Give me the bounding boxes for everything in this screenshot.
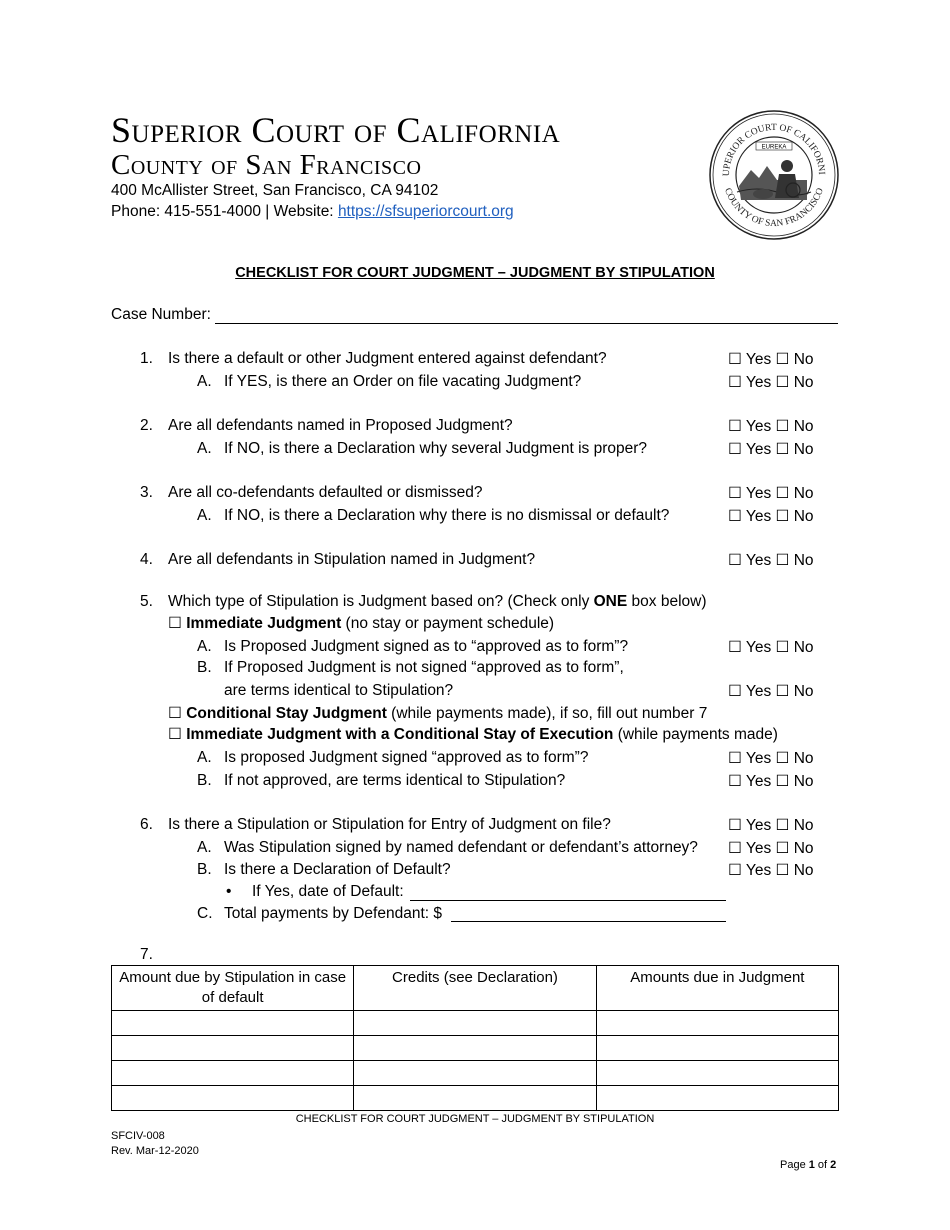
table-row <box>112 1086 839 1111</box>
page-number: Page 1 of 2 <box>780 1159 837 1171</box>
q5-option-immediate-with-stay[interactable]: ☐ Immediate Judgment with a Conditional Stay of Execution (while payments made) <box>168 726 778 743</box>
q4-text: Are all defendants in Stipulation named in Judgment? <box>168 551 536 568</box>
court-address: 400 McAllister Street, San Francisco, CA 94102 <box>111 182 439 199</box>
q6b-letter: B. <box>197 861 212 878</box>
table-cell[interactable] <box>354 1011 596 1036</box>
q5-text: Which type of Stipulation is Judgment based on? (Check only ONE box below) <box>168 593 707 610</box>
q2-yes-no-checkboxes[interactable]: ☐ Yes ☐ No <box>728 418 814 435</box>
q5-opt1a-yes-no-checkboxes[interactable]: ☐ Yes ☐ No <box>728 639 814 656</box>
table-header-row <box>112 966 839 1011</box>
county-name: County of San Francisco <box>111 149 422 181</box>
q5-opt3b-text: If not approved, are terms identical to Stipulation? <box>224 772 566 789</box>
q5-opt1a-letter: A. <box>197 638 212 655</box>
q3a-text: If NO, is there a Declaration why there is no dismissal or default? <box>224 507 670 524</box>
form-number <box>111 1129 199 1159</box>
q3-yes-no-checkboxes[interactable]: ☐ Yes ☐ No <box>728 485 814 502</box>
footer-title: CHECKLIST FOR COURT JUDGMENT – JUDGMENT BY STIPULATION <box>295 1113 655 1125</box>
q5-opt1a-text: Is Proposed Judgment signed as to “approved as to form”? <box>224 638 629 655</box>
q6c-letter: C. <box>197 905 213 922</box>
amounts-table <box>111 965 839 1111</box>
svg-text:SUPERIOR COURT OF CALIFORNIA: UPERIOR COURT OF CALIFORNI <box>721 122 827 177</box>
q7-number: 7. <box>140 946 153 963</box>
case-number-label: Case Number: <box>111 306 211 323</box>
svg-text:COUNTY OF SAN FRANCISCO: COUNTY OF SAN FRANCISCO <box>722 186 826 230</box>
q3a-letter: A. <box>197 507 212 524</box>
column-header: Amounts due in Judgment <box>596 966 838 1011</box>
q5-opt3a-letter: A. <box>197 749 212 766</box>
q3-number: 3. <box>140 484 153 501</box>
q1-yes-no-checkboxes[interactable]: ☐ Yes ☐ No <box>728 351 814 368</box>
q5-opt3b-yes-no-checkboxes[interactable]: ☐ Yes ☐ No <box>728 773 814 790</box>
table-cell[interactable] <box>596 1086 838 1111</box>
form-revision: Rev. Mar-12-2020 <box>111 1145 199 1157</box>
q2a-yes-no-checkboxes[interactable]: ☐ Yes ☐ No <box>728 441 814 458</box>
svg-text:EUREKA: EUREKA <box>761 144 787 151</box>
q6b-text: Is there a Declaration of Default? <box>224 861 451 878</box>
q5-opt3b-letter: B. <box>197 772 212 789</box>
table-cell[interactable] <box>354 1036 596 1061</box>
bullet-icon: • <box>226 883 232 900</box>
q3-text: Are all co-defendants defaulted or dismissed? <box>168 484 483 501</box>
q5-option-conditional-stay[interactable]: ☐ Conditional Stay Judgment (while payments made), if so, fill out number 7 <box>168 705 708 722</box>
q5-opt1b-text: If Proposed Judgment is not signed “approved as to form”, <box>224 659 624 676</box>
table-cell[interactable] <box>596 1036 838 1061</box>
q1a-yes-no-checkboxes[interactable]: ☐ Yes ☐ No <box>728 374 814 391</box>
q2-text: Are all defendants named in Proposed Judgment? <box>168 417 513 434</box>
q2a-letter: A. <box>197 440 212 457</box>
table-row <box>112 1036 839 1061</box>
table-row <box>112 1011 839 1036</box>
table-cell[interactable] <box>112 1086 354 1111</box>
q2-number: 2. <box>140 417 153 434</box>
checkbox[interactable]: ☐ <box>168 705 182 722</box>
table-cell[interactable] <box>112 1036 354 1061</box>
total-payments-field[interactable] <box>451 921 726 922</box>
column-header: Amount due by Stipulation in case of default <box>112 966 354 1011</box>
case-number-field[interactable] <box>215 323 838 324</box>
q1-text: Is there a default or other Judgment entered against defendant? <box>168 350 607 367</box>
table-cell[interactable] <box>112 1011 354 1036</box>
q5-option-immediate-judgment[interactable]: ☐ Immediate Judgment (no stay or payment schedule) <box>168 615 555 632</box>
q5-opt1b-text-cont: are terms identical to Stipulation? <box>224 682 454 699</box>
q5-opt1b-letter: B. <box>197 659 212 676</box>
q5-number: 5. <box>140 593 153 610</box>
form-title: CHECKLIST FOR COURT JUDGMENT – JUDGMENT BY STIPULATION <box>235 265 715 281</box>
q6-text: Is there a Stipulation or Stipulation for Entry of Judgment on file? <box>168 816 611 833</box>
table-cell[interactable] <box>596 1061 838 1086</box>
q6-number: 6. <box>140 816 153 833</box>
q5-opt3a-text: Is proposed Judgment signed “approved as to form”? <box>224 749 589 766</box>
q6b-yes-no-checkboxes[interactable]: ☐ Yes ☐ No <box>728 862 814 879</box>
q4-number: 4. <box>140 551 153 568</box>
court-contact <box>111 201 514 222</box>
table-cell[interactable] <box>596 1011 838 1036</box>
phone-text: Phone: 415-551-4000 | Website: <box>111 203 338 220</box>
website-link[interactable]: https://sfsuperiorcourt.org <box>337 203 514 220</box>
q6a-letter: A. <box>197 839 212 856</box>
q1-number: 1. <box>140 350 153 367</box>
q1a-text: If YES, is there an Order on file vacating Judgment? <box>224 373 582 390</box>
q6-yes-no-checkboxes[interactable]: ☐ Yes ☐ No <box>728 817 814 834</box>
q5-opt3a-yes-no-checkboxes[interactable]: ☐ Yes ☐ No <box>728 750 814 767</box>
q1a-letter: A. <box>197 373 212 390</box>
table-cell[interactable] <box>112 1061 354 1086</box>
q6a-text: Was Stipulation signed by named defendant or defendant’s attorney? <box>224 839 698 856</box>
default-date-field[interactable] <box>410 900 726 901</box>
table-cell[interactable] <box>354 1086 596 1111</box>
column-header: Credits (see Declaration) <box>354 966 596 1011</box>
q6a-yes-no-checkboxes[interactable]: ☐ Yes ☐ No <box>728 840 814 857</box>
form-id: SFCIV-008 <box>111 1130 165 1142</box>
default-date-label: If Yes, date of Default: <box>252 883 404 900</box>
court-name: Superior Court of California <box>111 110 561 150</box>
court-seal-icon <box>707 108 841 242</box>
q4-yes-no-checkboxes[interactable]: ☐ Yes ☐ No <box>728 552 814 569</box>
table-cell[interactable] <box>354 1061 596 1086</box>
court-seal <box>707 108 841 242</box>
q2a-text: If NO, is there a Declaration why several Judgment is proper? <box>224 440 647 457</box>
checkbox[interactable]: ☐ <box>168 726 182 743</box>
q3a-yes-no-checkboxes[interactable]: ☐ Yes ☐ No <box>728 508 814 525</box>
q6c-text: Total payments by Defendant: $ <box>224 905 442 922</box>
table-row <box>112 1061 839 1086</box>
checkbox[interactable]: ☐ <box>168 615 182 632</box>
q5-opt1b-yes-no-checkboxes[interactable]: ☐ Yes ☐ No <box>728 683 814 700</box>
